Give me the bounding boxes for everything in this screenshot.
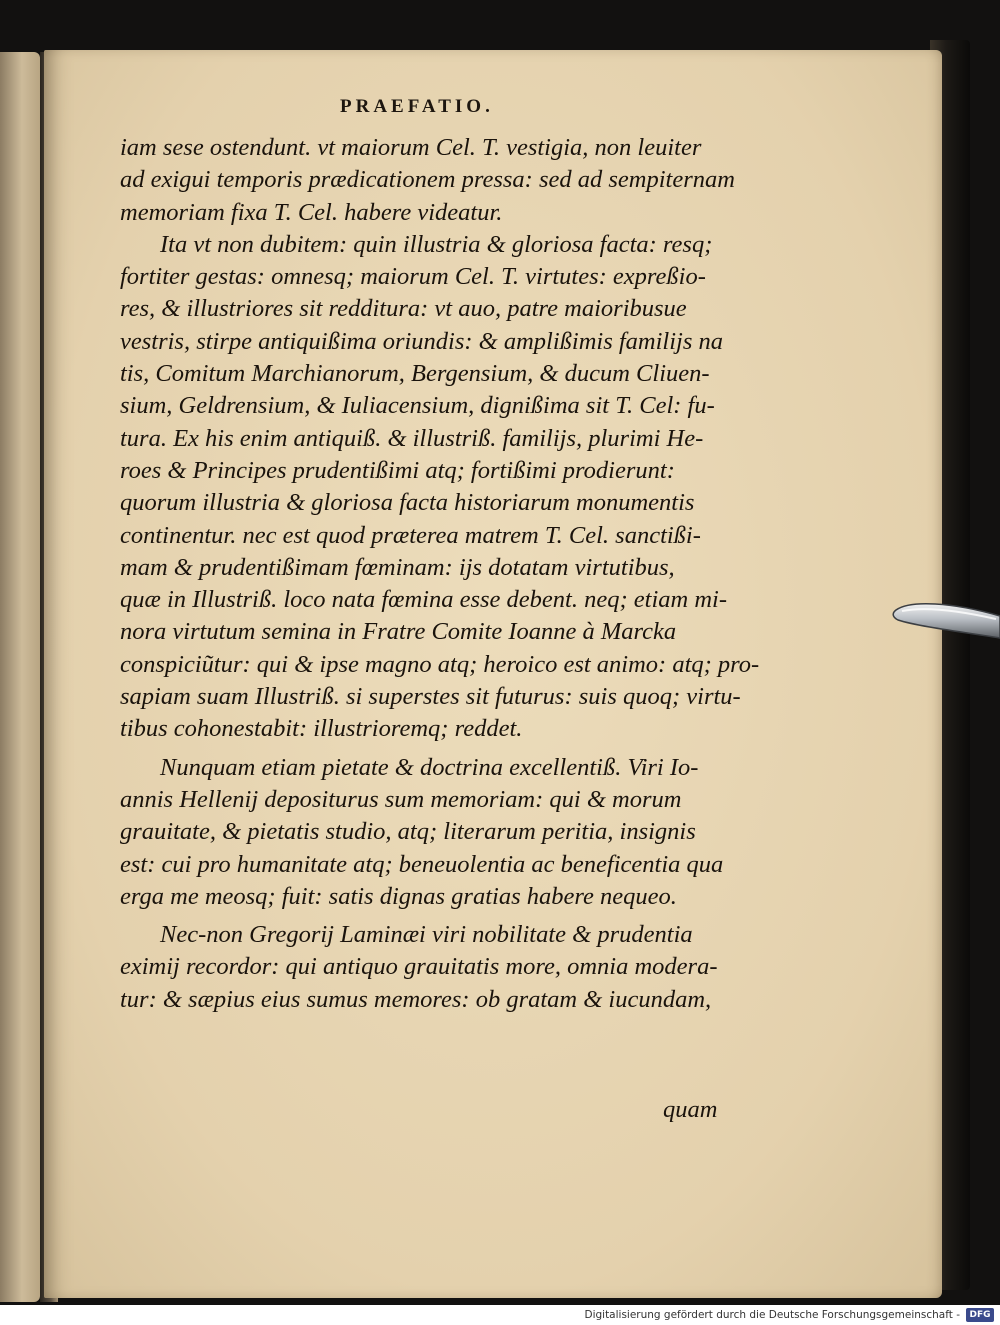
text-line: Nec-non Gregorij Laminæi viri nobilitate & prudentia bbox=[160, 921, 693, 949]
text-line: est: cui pro humanitate atq; beneuolentia ac beneficentia qua bbox=[120, 850, 724, 878]
text-line: mam & prudentißimam fœminam: ijs dotatam virtutibus, bbox=[120, 553, 675, 581]
pointer-tool-icon bbox=[892, 598, 1000, 642]
catchword: quam bbox=[663, 1096, 718, 1123]
text-line: continentur. nec est quod præterea matrem T. Cel. sanctißi- bbox=[120, 521, 701, 549]
text-line: sium, Geldrensium, & Iuliacensium, dignißima sit T. Cel: fu- bbox=[120, 392, 715, 420]
text-line: erga me meosq; fuit: satis dignas gratias habere nequeo. bbox=[120, 882, 677, 910]
text-line: ad exigui temporis prædicationem pressa: sed ad sempiternam bbox=[120, 166, 735, 194]
text-block bbox=[120, 132, 760, 1016]
text-line: eximij recordor: qui antiquo grauitatis more, omnia modera- bbox=[120, 953, 718, 981]
dfg-logo: DFG bbox=[966, 1308, 994, 1322]
text-line: res, & illustriores sit redditura: vt auo, patre maioribusue bbox=[120, 295, 687, 323]
text-line: grauitate, & pietatis studio, atq; literarum peritia, insignis bbox=[120, 818, 696, 846]
text-line: conspiciũtur: qui & ipse magno atq; heroico est animo: atq; pro- bbox=[120, 650, 760, 678]
text-line: quorum illustria & gloriosa facta historiarum monumentis bbox=[120, 489, 695, 517]
text-line: quæ in Illustriß. loco nata fœmina esse debent. neq; etiam mi- bbox=[120, 586, 727, 614]
text-line: roes & Principes prudentißimi atq; fortißimi prodierunt: bbox=[120, 456, 675, 484]
text-line: tura. Ex his enim antiquiß. & illustriß. familijs, plurimi He- bbox=[120, 424, 704, 452]
text-line: memoriam fixa T. Cel. habere videatur. bbox=[120, 198, 503, 226]
text-line: tibus cohonestabit: illustrioremq; reddet. bbox=[120, 715, 523, 743]
text-line: tis, Comitum Marchianorum, Bergensium, & ducum Cliuen- bbox=[120, 360, 710, 388]
text-line: iam sese ostendunt. vt maiorum Cel. T. vestigia, non leuiter bbox=[120, 134, 702, 161]
text-line: tur: & sæpius eius sumus memores: ob gratam & iucundam, bbox=[120, 985, 712, 1013]
text-line: fortiter gestas: omnesq; maiorum Cel. T. virtutes: expreßio- bbox=[120, 263, 706, 291]
text-line: nora virtutum semina in Fratre Comite Ioanne à Marcka bbox=[120, 618, 677, 646]
text-line: annis Hellenij depositurus sum memoriam: qui & morum bbox=[120, 785, 682, 813]
text-line: sapiam suam Illustriß. si superstes sit futurus: suis quoq; virtu- bbox=[120, 683, 741, 711]
left-page-edge bbox=[0, 52, 40, 1302]
text-line: vestris, stirpe antiquißima oriundis: & amplißimis familijs na bbox=[120, 327, 724, 355]
text-line: Ita vt non dubitem: quin illustria & gloriosa facta: resq; bbox=[160, 230, 713, 258]
text-line: Nunquam etiam pietate & doctrina excellentiß. Viri Io- bbox=[160, 753, 699, 781]
footer-credit: Digitalisierung gefördert durch die Deutsche Forschungsgemeinschaft - bbox=[584, 1309, 960, 1321]
running-head: PRAEFATIO. bbox=[340, 96, 494, 117]
